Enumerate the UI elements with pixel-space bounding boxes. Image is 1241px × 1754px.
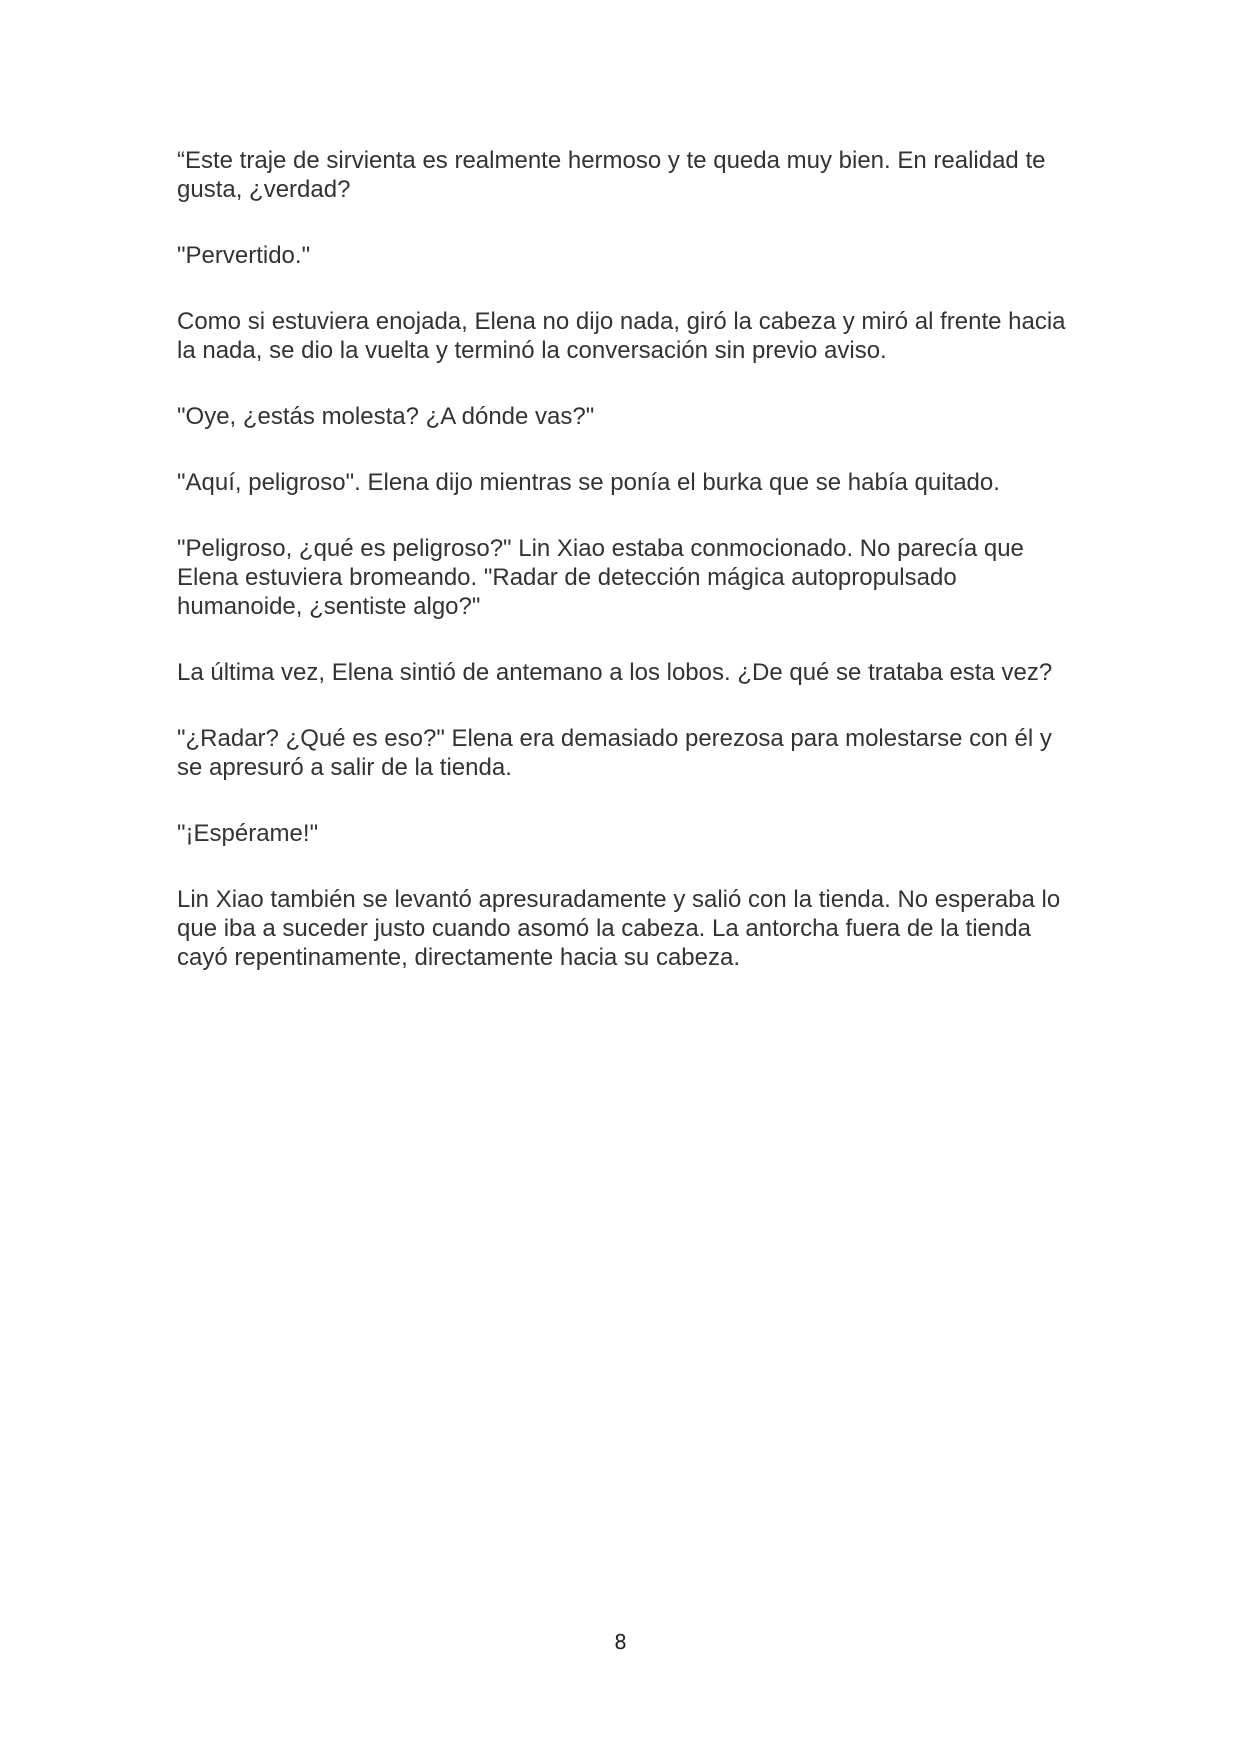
paragraph: "Peligroso, ¿qué es peligroso?" Lin Xiao estaba conmocionado. No parecía que Elena estuviera bromeando. "Radar de detección mágica autopropulsado humanoide, ¿sentiste algo?" — [177, 535, 1024, 620]
paragraph: Lin Xiao también se levantó apresuradamente y salió con la tienda. No esperaba lo que iba a suceder justo cuando asomó la cabeza. La antorcha fuera de la tienda cayó repentinamente, directamente hacia su cabeza. — [177, 886, 1061, 971]
paragraph: Como si estuviera enojada, Elena no dijo nada, giró la cabeza y miró al frente hacia la nada, se dio la vuelta y terminó la conversación sin previo aviso. — [177, 308, 1066, 364]
paragraph: "¡Espérame!" — [177, 820, 319, 847]
paragraph: "Oye, ¿estás molesta? ¿A dónde vas?" — [177, 403, 595, 430]
paragraph: La última vez, Elena sintió de antemano a los lobos. ¿De qué se trataba esta vez? — [177, 659, 1053, 686]
paragraph: "Pervertido." — [177, 242, 311, 269]
page-number: 8 — [614, 1630, 627, 1654]
paragraph: “Este traje de sirvienta es realmente hermoso y te queda muy bien. En realidad te gusta, ¿verdad? — [177, 147, 1046, 203]
paragraph: "¿Radar? ¿Qué es eso?" Elena era demasiado perezosa para molestarse con él y se apresuró a salir de la tienda. — [177, 725, 1052, 781]
paragraph: "Aquí, peligroso". Elena dijo mientras se ponía el burka que se había quitado. — [177, 469, 1000, 496]
body-text — [177, 146, 1077, 1009]
